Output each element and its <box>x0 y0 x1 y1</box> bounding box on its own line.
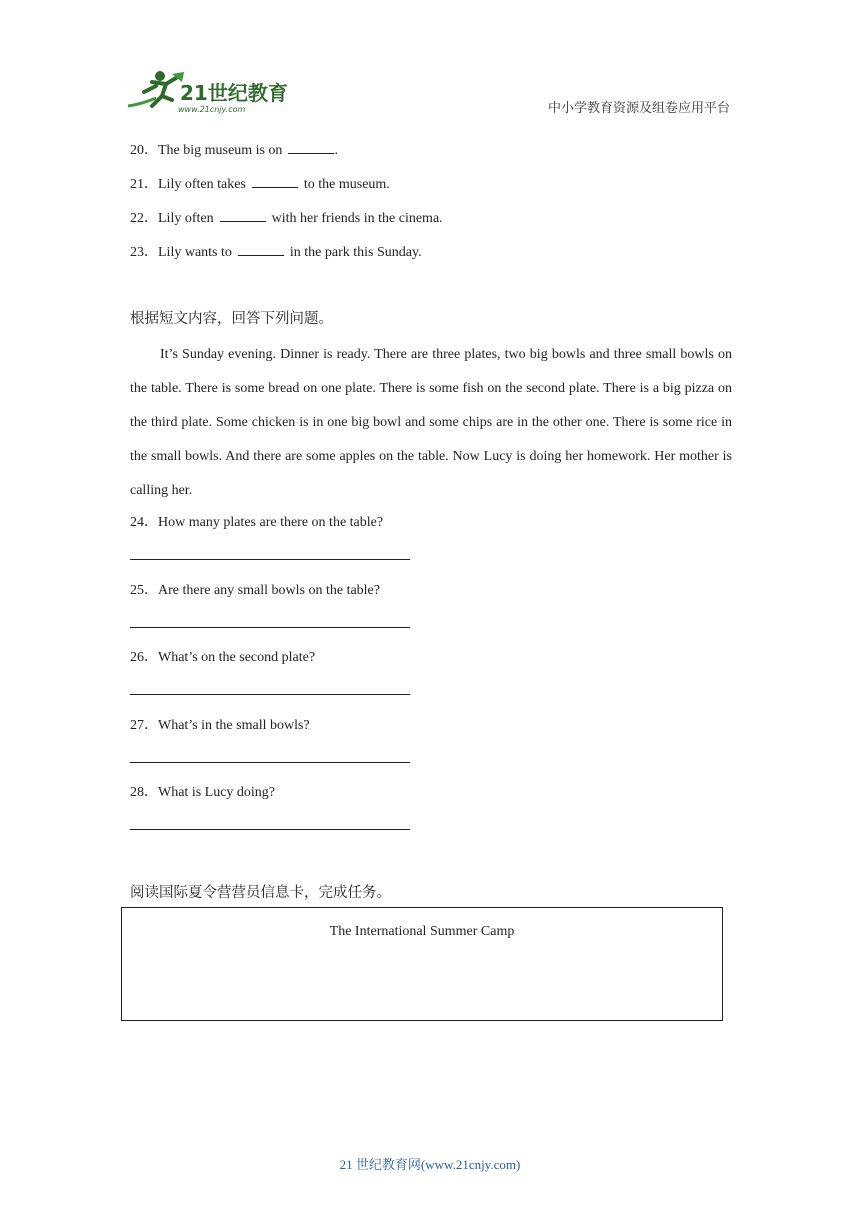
question-text: Lily wants to <box>158 245 232 260</box>
section-instruction: 阅读国际夏令营营员信息卡，完成任务。 <box>130 885 391 901</box>
question-number: 20． <box>130 143 158 158</box>
question-text: Are there any small bowls on the table? <box>158 583 380 598</box>
logo-text: 21世纪教育 <box>180 81 288 105</box>
question-number: 26． <box>130 650 158 665</box>
section-instruction: 根据短文内容，回答下列问题。 <box>130 311 333 327</box>
question-24 <box>130 511 383 531</box>
question-27 <box>130 714 310 734</box>
answer-blank[interactable] <box>288 141 334 154</box>
passage-text: It’s Sunday evening. Dinner is ready. There are three plates, two big bowls and three small bowls on the table. There is some bread on one plate. There is some fish on the second plate. There is a big pizza on the third plate. Some chicken is in one big bowl and some chips are in the other one. There is some rice in the small bowls. And there are some apples on the table. Now Lucy is doing her homework. Her mother is calling her. <box>130 347 732 498</box>
question-26 <box>130 646 315 666</box>
question-text: What is Lucy doing? <box>158 785 276 800</box>
answer-line[interactable] <box>130 559 410 560</box>
reading-passage <box>130 338 732 508</box>
question-text: Lily often takes <box>158 177 246 192</box>
info-card <box>121 907 723 1021</box>
question-28 <box>130 781 275 801</box>
question-21 <box>130 173 390 193</box>
site-logo <box>122 68 292 116</box>
question-number: 22． <box>130 211 158 226</box>
question-text: What’s in the small bowls? <box>158 718 310 733</box>
question-25 <box>130 579 380 599</box>
question-number: 21． <box>130 177 158 192</box>
logo-url: www.21cnjy.com <box>178 105 246 114</box>
answer-line[interactable] <box>130 694 410 695</box>
question-number: 24． <box>130 515 158 530</box>
question-text-after: with her friends in the cinema. <box>271 211 443 226</box>
question-23 <box>130 241 422 261</box>
question-number: 28． <box>130 785 158 800</box>
answer-blank[interactable] <box>252 175 298 188</box>
question-number: 23． <box>130 245 158 260</box>
question-22 <box>130 207 443 227</box>
question-text: How many plates are there on the table? <box>158 515 384 530</box>
question-text-after: to the museum. <box>303 177 390 192</box>
answer-line[interactable] <box>130 762 410 763</box>
question-number: 25． <box>130 583 158 598</box>
question-text-after: . <box>334 143 338 158</box>
answer-line[interactable] <box>130 627 410 628</box>
logo-runner-icon <box>122 68 292 116</box>
header-tagline: 中小学教育资源及组卷应用平台 <box>547 100 730 115</box>
answer-line[interactable] <box>130 829 410 830</box>
card-title: The International Summer Camp <box>329 924 515 939</box>
question-text-after: in the park this Sunday. <box>289 245 422 260</box>
page-footer: 21 世纪教育网(www.21cnjy.com) <box>339 1157 521 1172</box>
question-text: What’s on the second plate? <box>158 650 316 665</box>
question-text: Lily often <box>158 211 214 226</box>
question-text: The big museum is on <box>158 143 283 158</box>
question-20 <box>130 139 338 159</box>
answer-blank[interactable] <box>220 209 266 222</box>
answer-blank[interactable] <box>238 243 284 256</box>
question-number: 27． <box>130 718 158 733</box>
